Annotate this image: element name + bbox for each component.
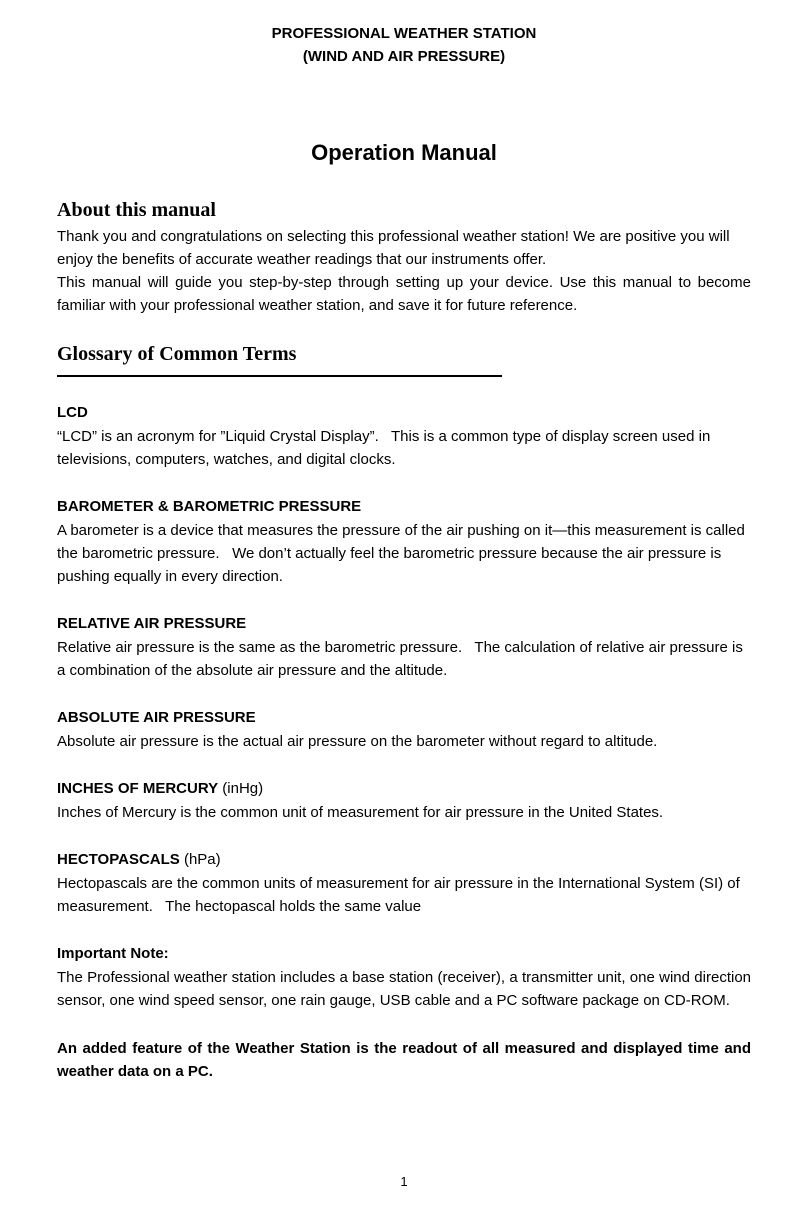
section-heading-glossary: Glossary of Common Terms <box>57 343 297 365</box>
page-number: 1 <box>400 1174 408 1189</box>
glossary-term <box>57 613 751 634</box>
important-note-heading: Important Note: <box>57 945 169 962</box>
glossary-term-label: LCD <box>57 404 88 421</box>
glossary-term <box>57 778 751 799</box>
glossary-definition: A barometer is a device that measures the pressure of the air pushing on it—this measurement is called the barometric pressure. We don’t actually feel the barometric pressure because the air pressure is pushing equally in every direction. <box>57 522 750 585</box>
glossary-definition: Hectopascals are the common units of measurement for air pressure in the International System (SI) of measurement. The hectopascal holds the same value <box>57 875 744 915</box>
glossary-entry-absolute-air-pressure <box>57 682 751 753</box>
glossary-term-label: ABSOLUTE AIR PRESSURE <box>57 709 256 726</box>
glossary-entry-lcd <box>57 377 751 471</box>
important-note-text: The Professional weather station includes a base station (receiver), a transmitter unit, one wind direction sensor, one wind speed sensor, one rain gauge, USB cable and a PC software package on CD-ROM. <box>57 969 751 1009</box>
glossary-term <box>57 707 751 728</box>
glossary-entry-barometer <box>57 471 751 588</box>
glossary-term <box>57 849 751 870</box>
glossary-definition: “LCD” is an acronym for ”Liquid Crystal Display”. This is a common type of display screen used in televisions, computers, watches, and digital clocks. <box>57 428 715 468</box>
about-paragraph-1: Thank you and congratulations on selecting this professional weather station! We are positive you will enjoy the benefits of accurate weather readings that our instruments offer. <box>57 228 730 268</box>
glossary-definition: Absolute air pressure is the actual air pressure on the barometer without regard to altitude. <box>57 733 658 750</box>
page-title: Operation Manual <box>311 140 497 165</box>
glossary-definition: Relative air pressure is the same as the barometric pressure. The calculation of relative air pressure is a combination of the absolute air pressure and the altitude. <box>57 639 748 679</box>
glossary-term-label: INCHES OF MERCURY <box>57 780 219 797</box>
glossary-entry-hectopascals <box>57 824 751 918</box>
glossary-term-label: BAROMETER & BAROMETRIC PRESSURE <box>57 498 362 515</box>
glossary-entry-inches-of-mercury <box>57 753 751 824</box>
glossary-term-note: (hPa) <box>179 851 221 868</box>
about-paragraph-2: This manual will guide you step-by-step through setting up your device. Use this manual to become familiar with your professional weather station, and save it for future reference. <box>57 274 751 314</box>
document-header <box>57 22 751 68</box>
header-line-2: (WIND AND AIR PRESSURE) <box>302 48 506 65</box>
section-heading-about: About this manual <box>57 199 216 221</box>
glossary-term <box>57 496 751 517</box>
glossary-term <box>57 402 751 423</box>
glossary-term-label: HECTOPASCALS <box>57 851 180 868</box>
glossary-term-label: RELATIVE AIR PRESSURE <box>57 615 247 632</box>
header-line-1: PROFESSIONAL WEATHER STATION <box>271 25 537 42</box>
important-note-section <box>57 918 751 1012</box>
glossary-definition: Inches of Mercury is the common unit of measurement for air pressure in the United States. <box>57 804 664 821</box>
glossary-entry-relative-air-pressure <box>57 588 751 682</box>
glossary-term-note: (inHg) <box>218 780 264 797</box>
added-feature-note: An added feature of the Weather Station is the readout of all measured and displayed time and weather data on a PC. <box>57 1040 751 1080</box>
